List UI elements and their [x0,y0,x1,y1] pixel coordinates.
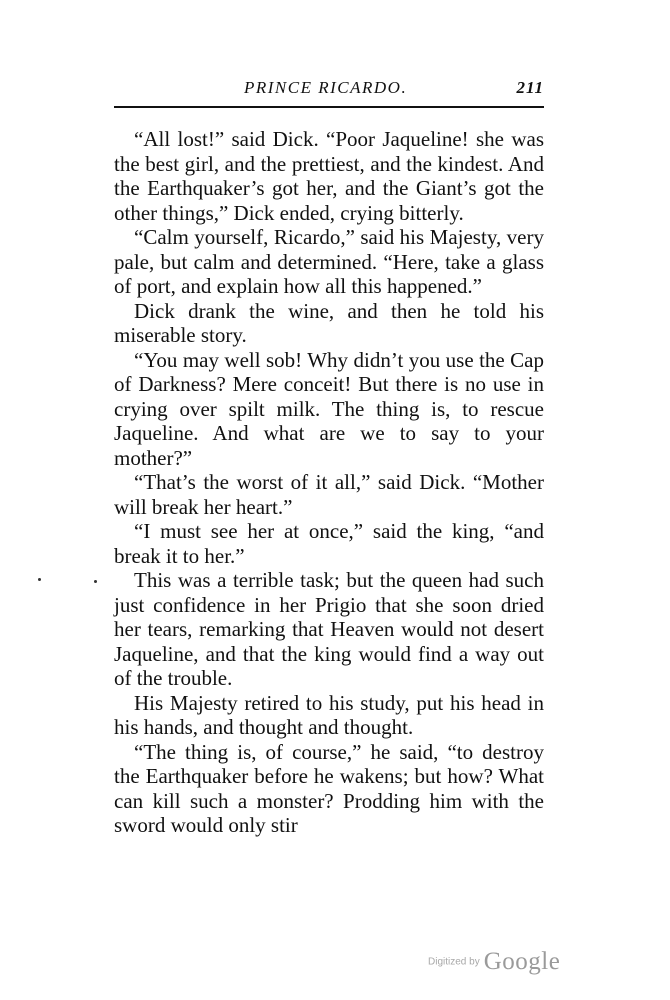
paragraph: “You may well sob! Why didn’t you use the Cap of Darkness? Mere conceit! But there is no use in crying over spilt milk. The thing is, to rescue Jaqueline. And what are we to say to your mother?” [114,347,544,470]
page-number: 211 [516,78,544,97]
header-rule [114,106,544,108]
body-text [114,127,544,838]
digitized-by-label: Digitized by [428,956,480,968]
running-head-title: PRINCE RICARDO. [244,78,408,97]
google-logo: Google [483,948,561,975]
paragraph: His Majesty retired to his study, put his head in his hands, and thought and thought. [114,690,544,739]
scan-speck [38,578,41,581]
paragraph: “The thing is, of course,” he said, “to destroy the Earthquaker before he wakens; but how? What can kill such a monster? Prodding him with the sword would only stir [114,739,544,837]
paragraph: This was a terrible task; but the queen had such just confidence in her Prigio that she soon dried her tears, remarking that Heaven would not desert Jaqueline, and that the king would find a way out of the trouble. [114,568,544,690]
paragraph: “I must see her at once,” said the king, “and break it to her.” [114,519,544,568]
paragraph: “Calm yourself, Ricardo,” said his Majesty, very pale, but calm and determined. “Here, take a glass of port, and explain how all this happened.” [114,225,544,298]
paragraph: “That’s the worst of it all,” said Dick. “Mother will break her heart.” [114,470,544,519]
scan-speck [94,580,97,583]
paragraph: “All lost!” said Dick. “Poor Jaqueline! she was the best girl, and the prettiest, and the kindest. And the Earthquaker’s got her, and the Giant’s got the other things,” Dick ended, crying bitterly. [114,127,544,225]
digitized-watermark [428,948,560,982]
paragraph: Dick drank the wine, and then he told his miserable story. [114,298,544,347]
running-head [114,76,544,104]
